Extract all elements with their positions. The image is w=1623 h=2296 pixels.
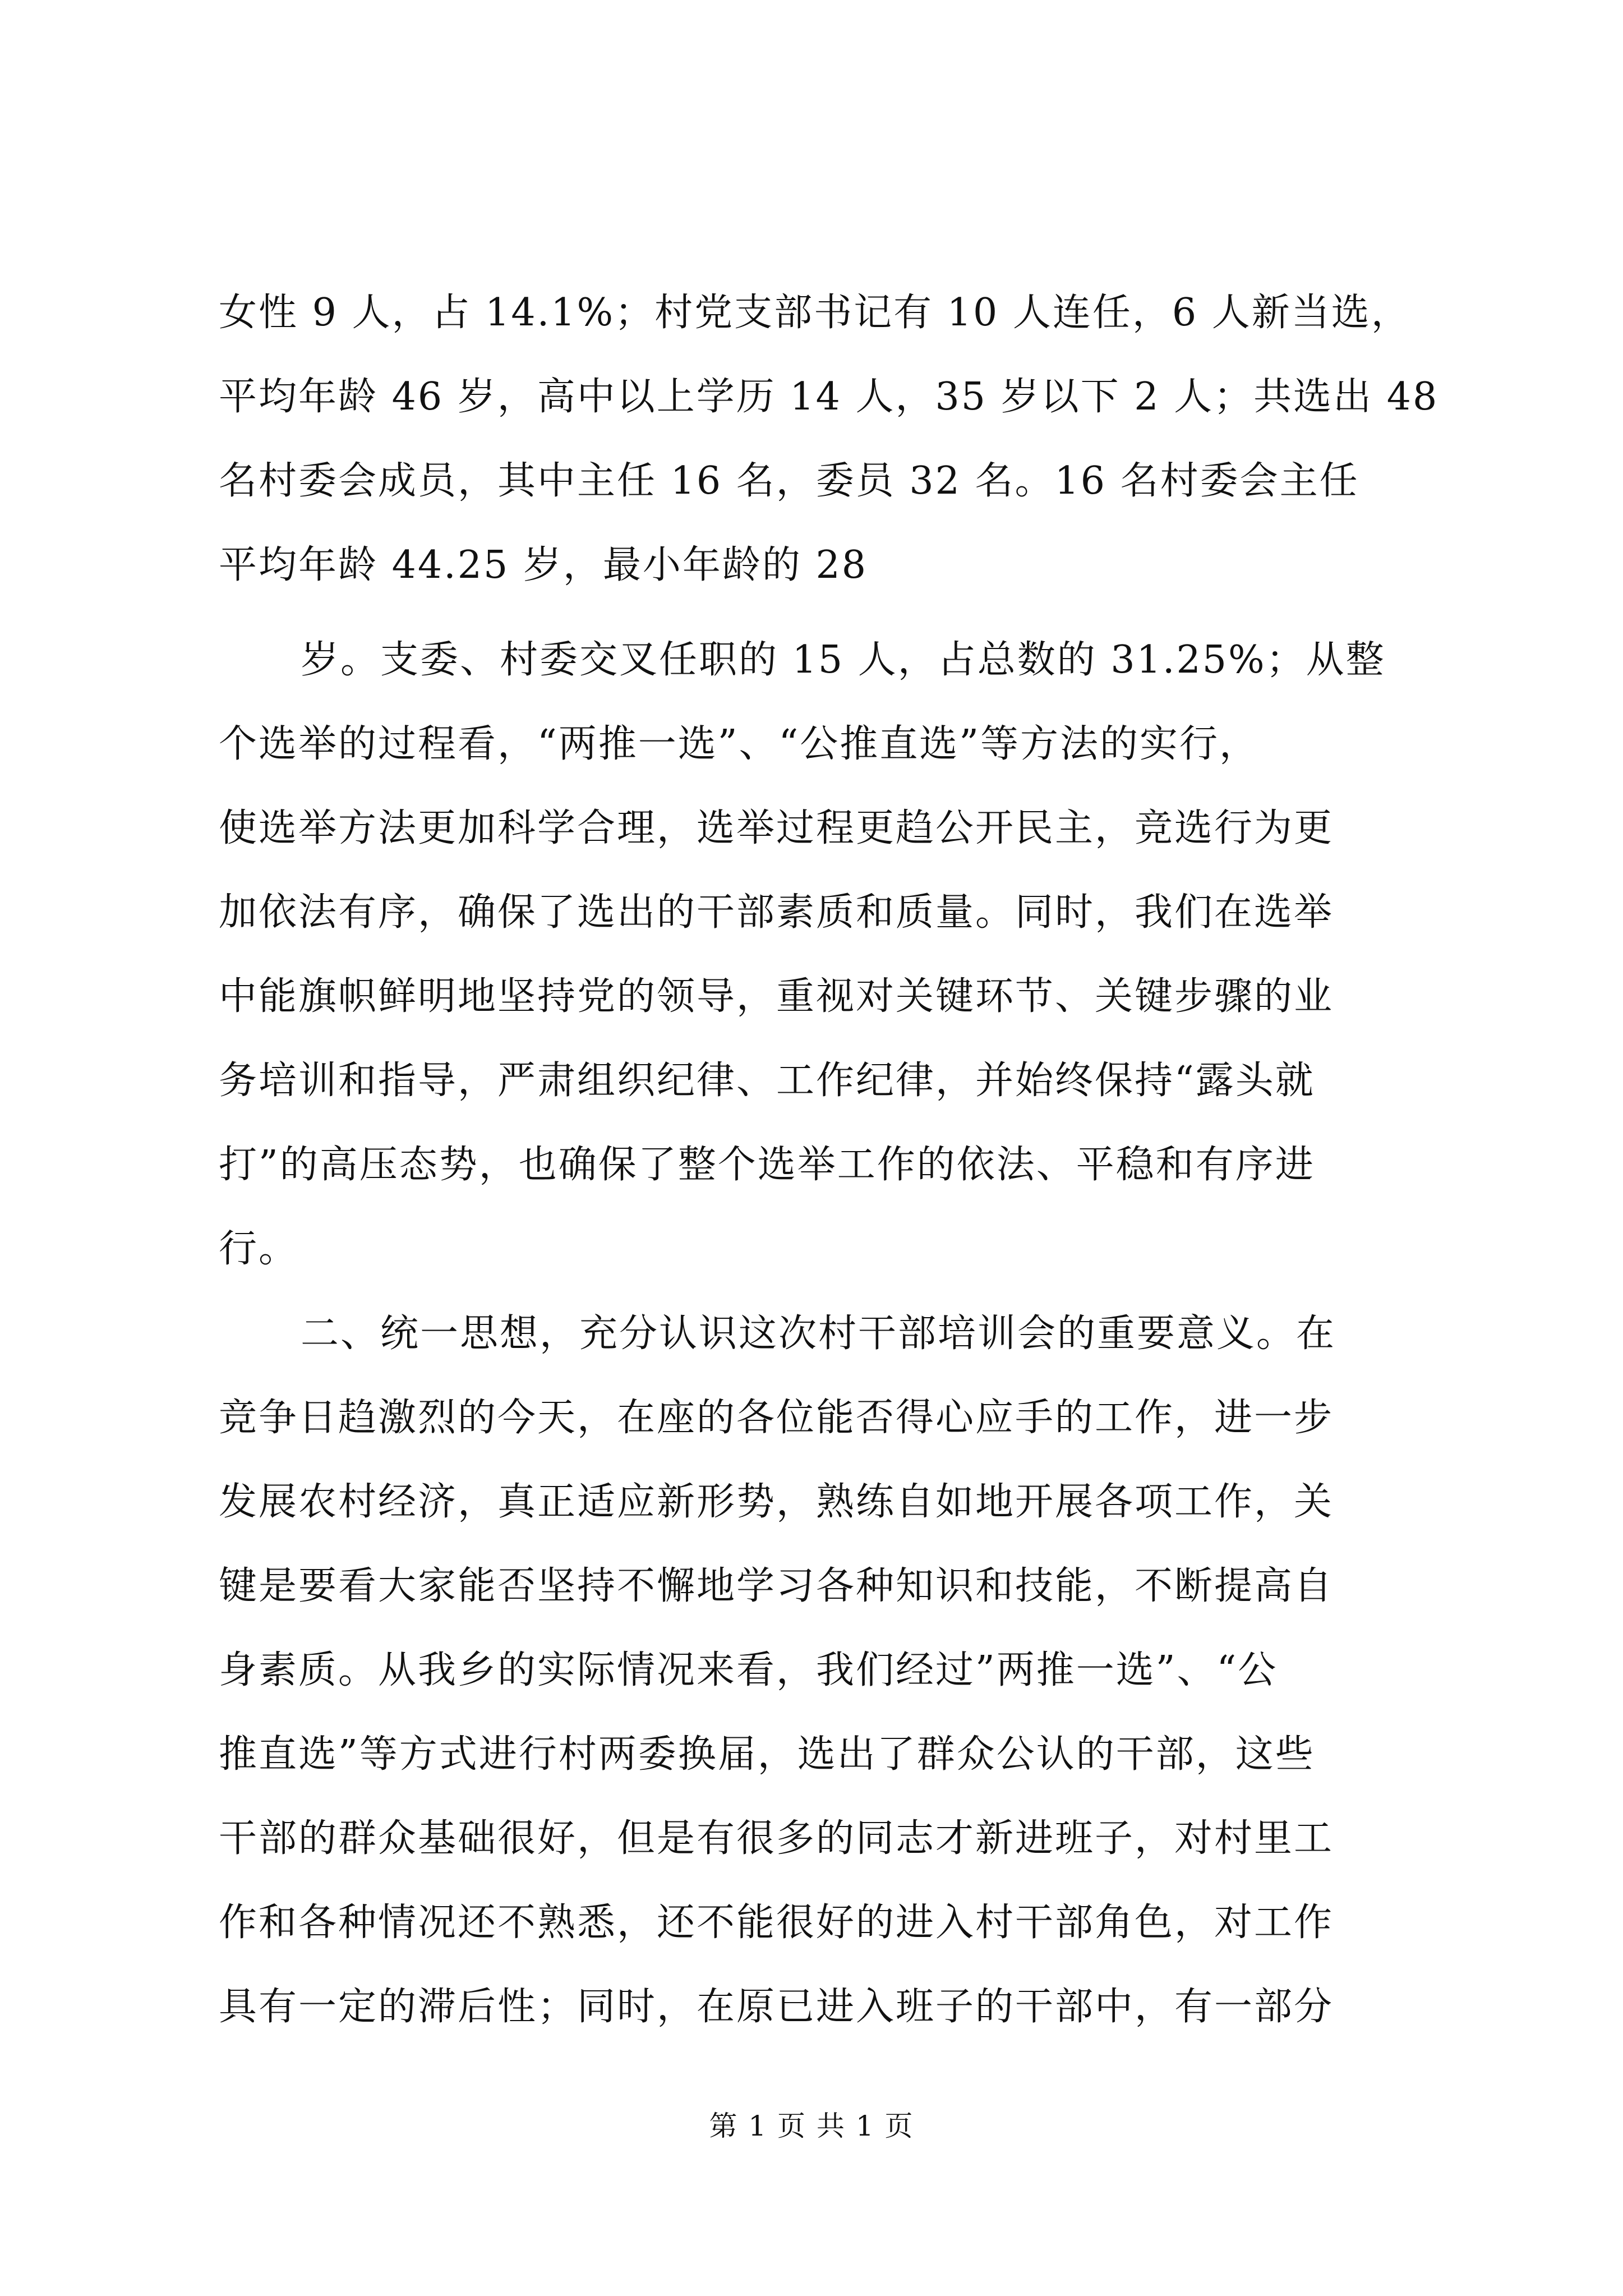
text-line: 女性 9 人，占 14.1%；村党支部书记有 10 人连任，6 人新当选， [219,291,1411,335]
text-line: 竞争日趋激烈的今天，在座的各位能否得心应手的工作，进一步 [219,1396,1334,1440]
text-line: 打”的高压态势，也确保了整个选举工作的依法、平稳和有序进 [219,1143,1315,1187]
text-line: 二、统一思想，充分认识这次村干部培训会的重要意义。在 [301,1312,1336,1356]
text-line: 行。 [219,1227,299,1271]
text-line: 平均年龄 46 岁，高中以上学历 14 人，35 岁以下 2 人；共选出 48 [219,375,1439,419]
text-line: 具有一定的滞后性；同时，在原已进入班子的干部中，有一部分 [219,1985,1334,2029]
text-line: 平均年龄 44.25 岁，最小年龄的 28 [219,543,868,587]
text-line: 干部的群众基础很好，但是有很多的同志才新进班子，对村里工 [219,1816,1334,1861]
text-line: 中能旗帜鲜明地坚持党的领导，重视对关键环节、关键步骤的业 [219,974,1334,1019]
text-line: 务培训和指导，严肃组织纪律、工作纪律，并始终保持“露头就 [219,1059,1315,1103]
text-line: 加依法有序，确保了选出的干部素质和质量。同时，我们在选举 [219,890,1334,935]
text-line: 个选举的过程看，“两推一选”、“公推直选”等方法的实行， [219,722,1260,766]
text-line: 键是要看大家能否坚持不懈地学习各种知识和技能，不断提高自 [219,1564,1334,1608]
text-line: 发展农村经济，真正适应新形势，熟练自如地开展各项工作，关 [219,1480,1334,1524]
text-line: 推直选”等方式进行村两委换届，选出了群众公认的干部，这些 [219,1732,1315,1777]
text-line: 使选举方法更加科学合理，选举过程更趋公开民主，竞选行为更 [219,806,1334,850]
text-line: 身素质。从我乡的实际情况来看，我们经过”两推一选”、“公 [219,1648,1278,1692]
text-line: 岁。支委、村委交叉任职的 15 人，占总数的 31.25%；从整 [301,638,1386,682]
page-footer: 第 1 页 共 1 页 [709,2110,914,2142]
text-line: 作和各种情况还不熟悉，还不能很好的进入村干部角色，对工作 [219,1901,1334,1945]
text-line: 名村委会成员，其中主任 16 名，委员 32 名。16 名村委会主任 [219,459,1359,503]
